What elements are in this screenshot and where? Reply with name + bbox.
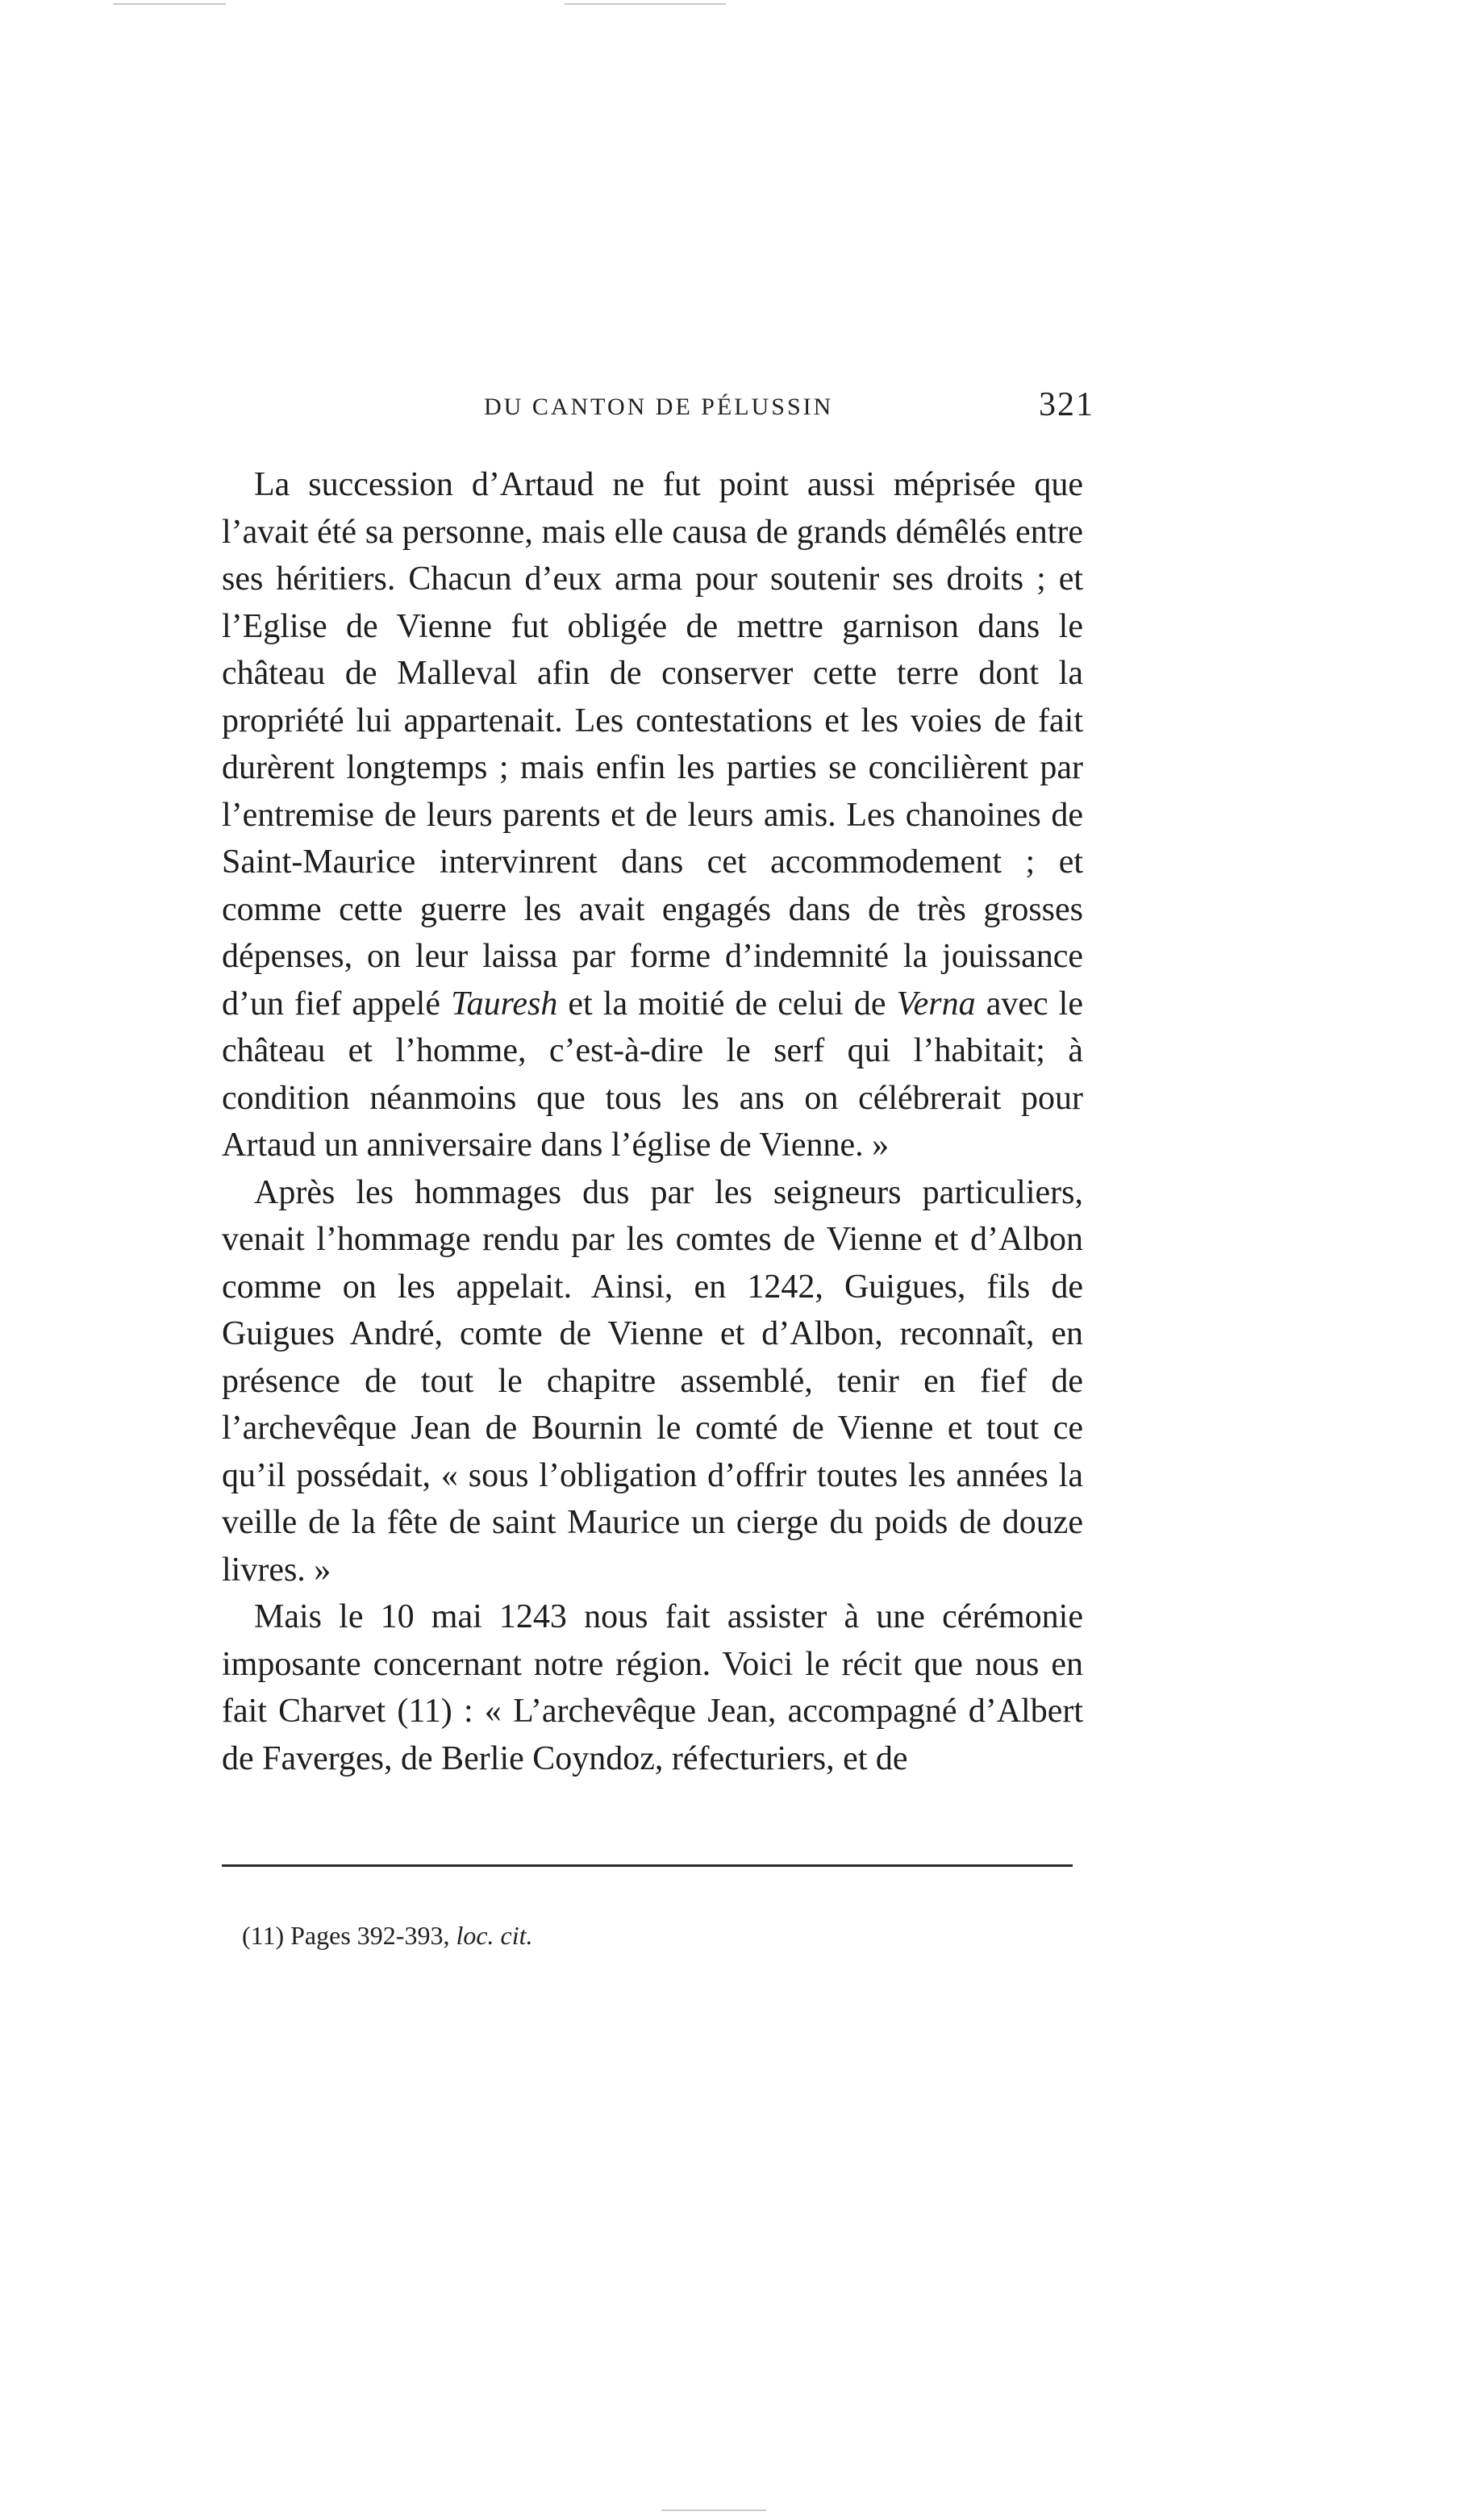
page-header bbox=[222, 379, 1101, 427]
footnote-marker: (11) bbox=[242, 1921, 285, 1950]
scan-artifact-top bbox=[113, 3, 226, 5]
page-number: 321 bbox=[1039, 386, 1094, 423]
main-text bbox=[222, 461, 1083, 1782]
footnote-separator bbox=[222, 1864, 1073, 1867]
place-name-italic: Tauresh bbox=[451, 985, 558, 1023]
paragraph: La succession d’Artaud ne fut point aussi méprisée que l’avait été sa personne, mais elle causa de grands démêlés entre ses héritiers. Chacun d’eux arma pour soutenir ses droits ; et l’Eglise de Vienne fut obligée de mettre garnison dans le château de Malleval afin de conserver cette terre dont la propriété lui appartenait. Les contestations et les voies de fait durèrent longtemps ; mais enfin les parties se concilièrent par l’entremise de leurs parents et de leurs amis. Les chanoines de Saint-Maurice intervinrent dans cet accommodement ; et comme cette guerre les avait engagés dans de très grosses dépenses, on leur laissa par forme d’indemnité la jouissance d’un fief appelé Tauresh et la moitié de celui de Verna avec le château et l’homme, c’est-à-dire le serf qui l’habitait; à condition néanmoins que tous les ans on célébrerait pour Artaud un anniversaire dans l’église de Vienne. » bbox=[222, 466, 1083, 1164]
place-name-italic: Verna bbox=[896, 985, 976, 1023]
footnote bbox=[242, 1921, 533, 1951]
scan-artifact-bottom bbox=[661, 2510, 766, 2511]
scan-artifact-top bbox=[565, 3, 726, 5]
paragraph: Après les hommages dus par les seigneurs particuliers, venait l’hommage rendu par les comtes de Vienne et d’Albon comme on les appelait. Ainsi, en 1242, Guigues, fils de Guigues André, comte de Vienne et d’Albon, reconnaît, en présence de tout le chapitre assemblé, tenir en fief de l’archevêque Jean de Bournin le comté de Vienne et tout ce qu’il possédait, « sous l’obligation d’offrir toutes les années la veille de la fête de saint Maurice un cierge du poids de douze livres. » bbox=[222, 1173, 1083, 1589]
paragraph: Mais le 10 mai 1243 nous fait assister à une cérémonie imposante concernant notre région. Voici le récit que nous en fait Charvet (11) : « L’archevêque Jean, accompagné d’Albert de Faverges, de Berlie Coyndoz, réfecturiers, et de bbox=[222, 1598, 1083, 1777]
footnote-citation: loc. cit. bbox=[456, 1921, 533, 1950]
footnote-text: Pages 392-393, bbox=[290, 1921, 450, 1950]
running-title: DU CANTON DE PÉLUSSIN bbox=[484, 394, 834, 420]
